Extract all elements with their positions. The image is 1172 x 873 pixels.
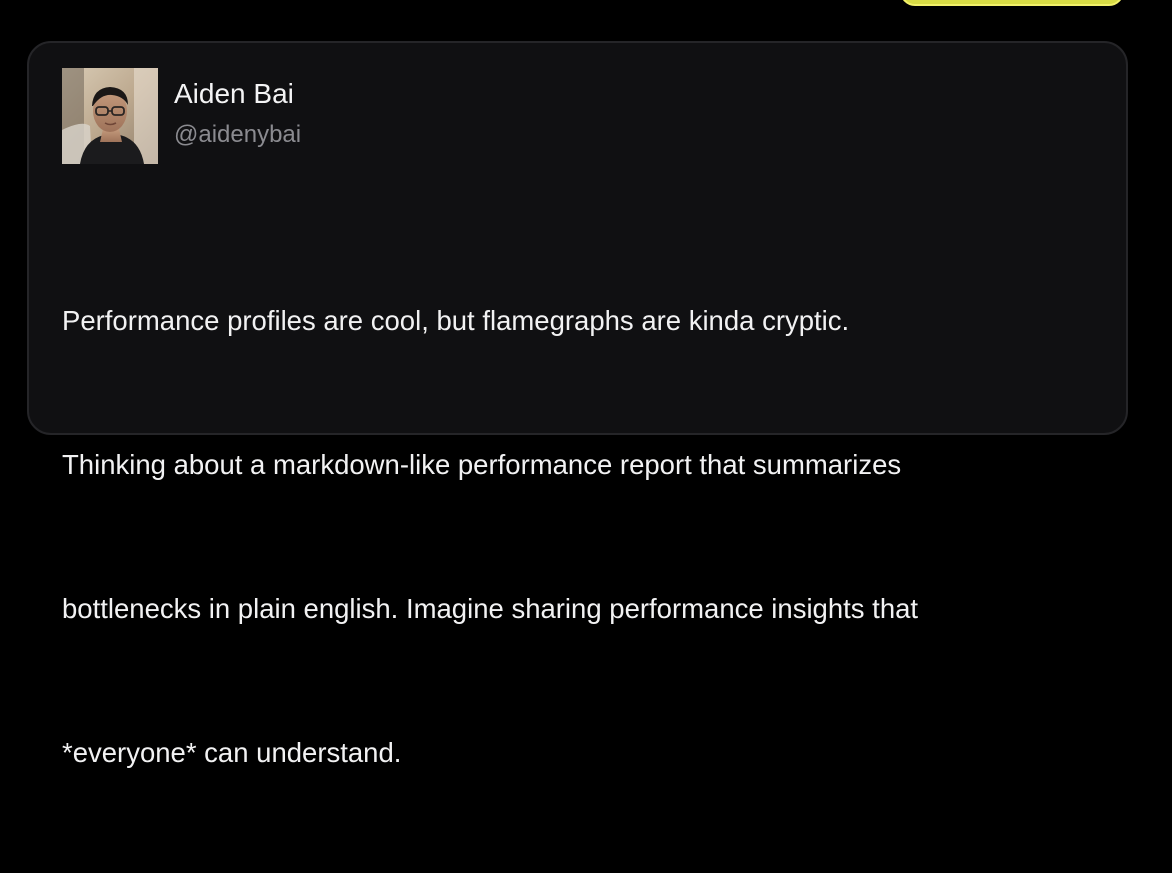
post-text-line: Thinking about a markdown-like performance report that summarizes: [62, 449, 902, 480]
post-text: [62, 201, 1102, 873]
avatar[interactable]: [62, 68, 158, 164]
profile-photo-icon: [62, 68, 158, 164]
author-name[interactable]: Aiden Bai: [174, 78, 294, 109]
author-handle[interactable]: @aidenybai: [174, 121, 302, 148]
author-row: [61, 67, 1094, 165]
post-text-line: bottlenecks in plain english. Imagine sharing performance insights that: [62, 593, 919, 624]
author-identity[interactable]: [174, 68, 301, 164]
post-text-line: *everyone* can understand.: [62, 737, 402, 768]
post-card: [27, 41, 1128, 768]
partial-accent-button[interactable]: [900, 0, 1124, 6]
post-text-line: Performance profiles are cool, but flamegraphs are kinda cryptic.: [62, 305, 850, 336]
